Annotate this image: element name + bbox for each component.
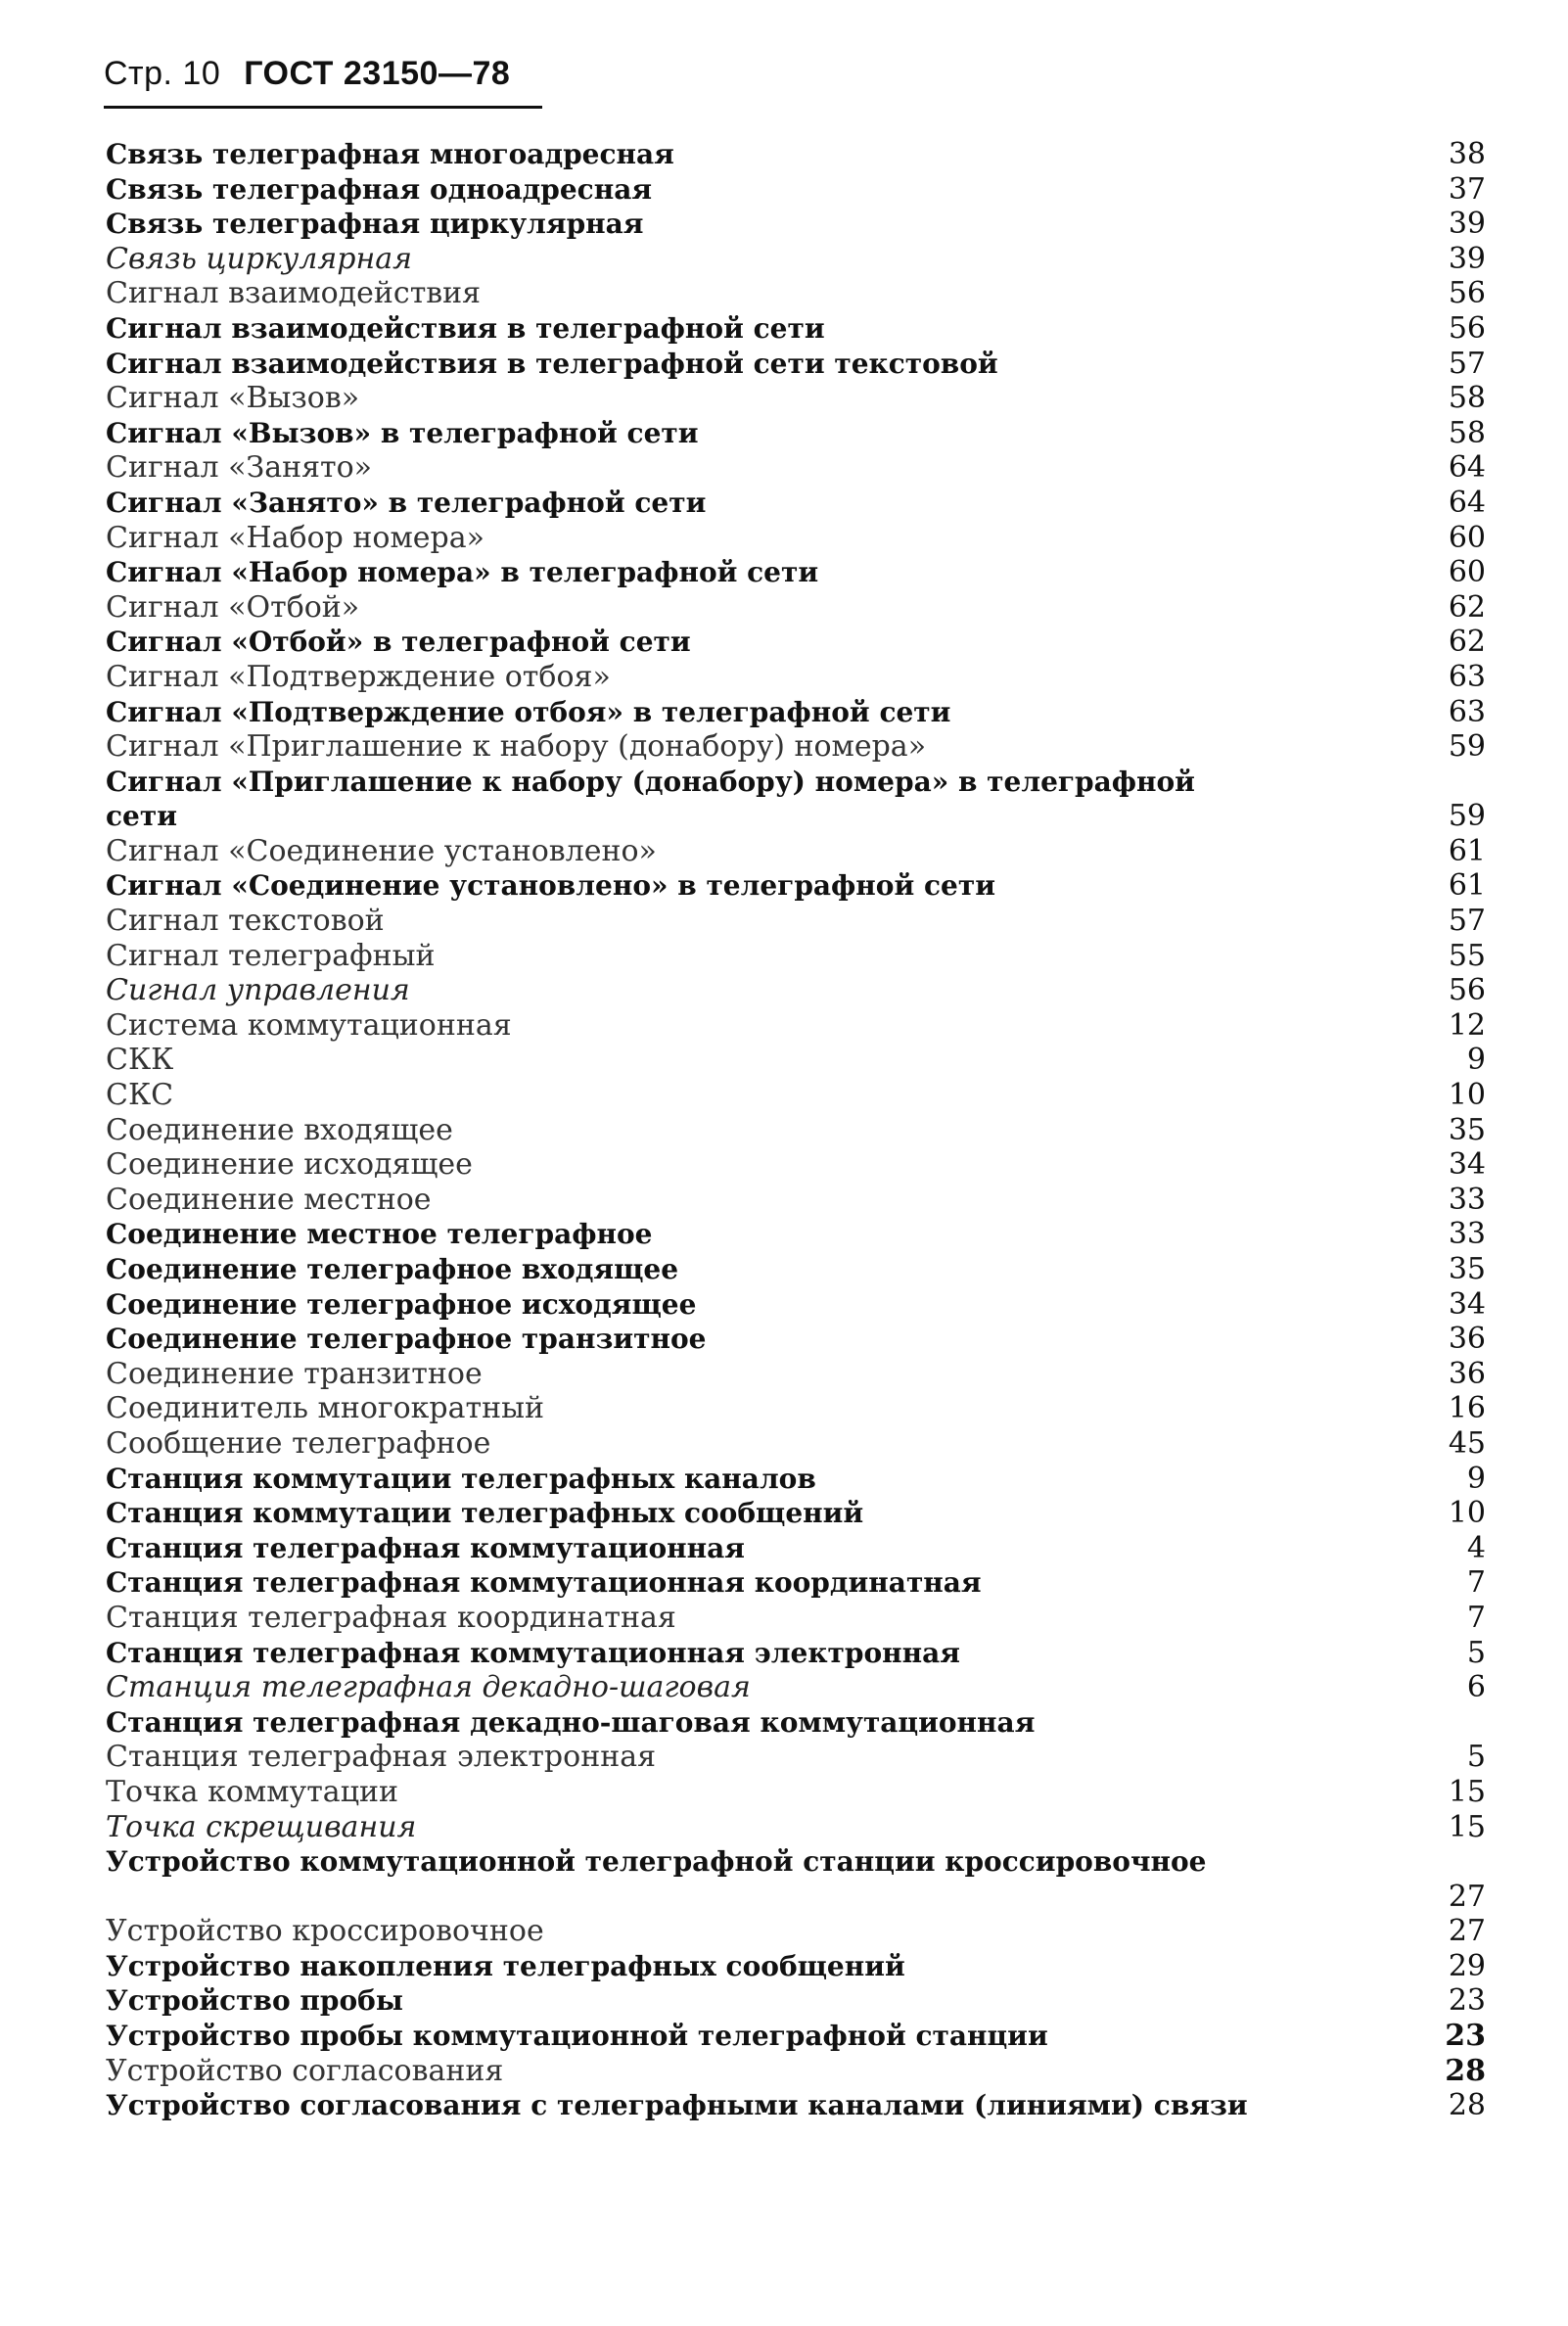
- index-term: Станция телеграфная электронная: [106, 1740, 657, 1775]
- index-page-ref: 34: [1448, 1147, 1486, 1183]
- index-page-ref: 5: [1466, 1635, 1486, 1670]
- index-page-ref: 28: [1448, 2088, 1486, 2123]
- index-entry: [106, 1078, 1486, 1113]
- index-page-ref: 5: [1466, 1740, 1486, 1775]
- index-term: Сигнал телеграфный: [106, 938, 436, 973]
- index-list: [106, 137, 1486, 2123]
- index-entry: [106, 625, 1486, 660]
- index-page-ref: 62: [1448, 589, 1486, 625]
- index-entry: [106, 1844, 1486, 1914]
- index-entry: [106, 1462, 1486, 1497]
- index-page-ref: 29: [1448, 1948, 1486, 1983]
- index-term: Соединение входящее: [106, 1112, 453, 1147]
- index-term: Сигнал «Приглашение к набору (донабору) номера» в телеграфной сети: [106, 765, 1195, 833]
- index-term: Сигнал «Набор номера»: [106, 520, 484, 555]
- index-entry: [106, 381, 1486, 416]
- index-term: Соединение телеграфное входящее: [106, 1253, 679, 1285]
- index-entry: [106, 416, 1486, 451]
- index-page-ref: 33: [1448, 1182, 1486, 1217]
- index-term: Связь телеграфная одноадресная: [106, 172, 653, 206]
- index-entry: [106, 868, 1486, 904]
- page-header: [104, 55, 510, 93]
- index-term: Сигнал «Вызов»: [106, 381, 360, 416]
- index-term: Сигнал текстовой: [106, 904, 385, 939]
- index-page-ref: 39: [1448, 207, 1486, 242]
- index-term: Связь телеграфная циркулярная: [106, 208, 644, 241]
- page-number-label: Стр. 10: [104, 55, 221, 92]
- index-page-ref: 7: [1466, 1565, 1486, 1601]
- index-term: Сигнал «Занято»: [106, 450, 373, 486]
- index-entry: [106, 1810, 1486, 1845]
- index-term: Станция телеграфная коммутационная: [106, 1531, 745, 1564]
- index-term: Устройство согласования: [106, 2053, 504, 2088]
- index-entry: [106, 1391, 1486, 1426]
- index-page-ref: 16: [1448, 1391, 1486, 1426]
- index-entry: [106, 1008, 1486, 1044]
- index-page-ref: 36: [1448, 1322, 1486, 1357]
- index-entry: [106, 1217, 1486, 1252]
- index-page-ref: 56: [1448, 310, 1486, 346]
- index-page-ref: 61: [1448, 833, 1486, 868]
- index-term: Точка скрещивания: [106, 1809, 417, 1844]
- index-term: Станция телеграфная декадно-шаговая: [106, 1670, 751, 1705]
- index-entry: [106, 1775, 1486, 1810]
- index-page-ref: 55: [1448, 938, 1486, 973]
- index-entry: [106, 1043, 1486, 1078]
- index-term: Устройство кроссировочное: [106, 1914, 544, 1949]
- index-term: Сигнал «Вызов» в телеграфной сети: [106, 416, 699, 449]
- index-term: Сигнал взаимодействия: [106, 276, 482, 311]
- index-term: Сигнал «Набор номера» в телеграфной сети: [106, 556, 819, 589]
- index-term: Соединение местное: [106, 1182, 432, 1217]
- index-entry: [106, 1113, 1486, 1148]
- index-term: Соединение телеграфное транзитное: [106, 1323, 707, 1356]
- index-entry: [106, 242, 1486, 277]
- index-page-ref: 36: [1448, 1356, 1486, 1391]
- index-term: Сообщение телеграфное: [106, 1425, 491, 1461]
- index-term: Сигнал взаимодействия в телеграфной сети: [106, 311, 825, 345]
- index-entry: [106, 973, 1486, 1008]
- index-page-ref: 59: [1448, 729, 1486, 765]
- index-term: СКК: [106, 1043, 174, 1078]
- index-page-ref: 27: [1448, 1879, 1486, 1914]
- index-term: Устройство пробы: [106, 1984, 403, 2018]
- index-entry: [106, 486, 1486, 521]
- index-term: Соединение местное телеграфное: [106, 1218, 653, 1251]
- index-entry: [106, 1531, 1486, 1566]
- index-term: Станция телеграфная коммутационная координатная: [106, 1566, 982, 1600]
- index-term: Станция коммутации телеграфных каналов: [106, 1462, 816, 1495]
- index-term: Система коммутационная: [106, 1007, 512, 1043]
- index-term: Устройство накопления телеграфных сообщений: [106, 1949, 905, 1982]
- index-entry: [106, 207, 1486, 242]
- index-term: Соединитель многократный: [106, 1391, 544, 1426]
- index-page-ref: 45: [1448, 1425, 1486, 1461]
- index-page-ref: 56: [1448, 276, 1486, 311]
- index-term: Устройство коммутационной телеграфной станции кроссировочное: [106, 1845, 1207, 1879]
- header-rule: [104, 106, 542, 109]
- index-entry: [106, 1183, 1486, 1218]
- index-term: Сигнал «Подтверждение отбоя»: [106, 659, 611, 694]
- index-entry: [106, 2088, 1486, 2123]
- index-term: Станция коммутации телеграфных сообщений: [106, 1497, 864, 1530]
- index-page-ref: 4: [1466, 1530, 1486, 1565]
- index-entry: [106, 765, 1486, 834]
- index-entry: [106, 276, 1486, 311]
- index-term: Устройство пробы коммутационной телеграфной станции: [106, 2020, 1048, 2053]
- index-entry: [106, 137, 1486, 172]
- index-entry: [106, 660, 1486, 695]
- index-entry: [106, 1636, 1486, 1671]
- index-term: Устройство согласования с телеграфными каналами (линиями) связи: [106, 2089, 1248, 2122]
- index-page-ref: 10: [1448, 1078, 1486, 1113]
- index-entry: [106, 1705, 1486, 1741]
- index-page-ref: 7: [1466, 1600, 1486, 1635]
- index-page-ref: 60: [1448, 520, 1486, 555]
- index-page-ref: 9: [1466, 1043, 1486, 1078]
- index-term: Соединение транзитное: [106, 1356, 483, 1391]
- index-term: СКС: [106, 1078, 174, 1113]
- index-page-ref: 56: [1448, 973, 1486, 1008]
- index-page-ref: 62: [1448, 625, 1486, 660]
- index-page-ref: 37: [1448, 171, 1486, 207]
- index-page-ref: 35: [1448, 1252, 1486, 1286]
- index-entry: [106, 1322, 1486, 1357]
- index-page-ref: 58: [1448, 381, 1486, 416]
- index-term: Точка коммутации: [106, 1774, 398, 1809]
- standard-designation: ГОСТ 23150—78: [244, 55, 511, 92]
- index-page-ref: 10: [1448, 1496, 1486, 1531]
- index-page-ref: 9: [1466, 1461, 1486, 1496]
- index-term: Связь телеграфная многоадресная: [106, 138, 674, 170]
- index-entry: [106, 1147, 1486, 1183]
- index-term: Соединение телеграфное исходящее: [106, 1287, 697, 1321]
- index-entry: [106, 172, 1486, 208]
- index-page-ref: 34: [1448, 1286, 1486, 1322]
- index-page-ref: 33: [1448, 1217, 1486, 1252]
- index-entry: [106, 311, 1486, 347]
- index-entry: [106, 939, 1486, 974]
- index-term: Соединение исходящее: [106, 1147, 473, 1183]
- index-term: Сигнал «Приглашение к набору (донабору) номера»: [106, 729, 927, 765]
- index-page-ref: 57: [1448, 904, 1486, 939]
- index-term: Сигнал «Соединение установлено» в телеграфной сети: [106, 869, 995, 903]
- index-page-ref: 60: [1448, 555, 1486, 590]
- index-entry: [106, 1914, 1486, 1949]
- index-entry: [106, 1740, 1486, 1775]
- index-page-ref: 64: [1448, 450, 1486, 486]
- index-page-ref: 39: [1448, 241, 1486, 276]
- index-entry: [106, 729, 1486, 765]
- index-page-ref: 23: [1448, 1983, 1486, 2019]
- index-entry: [106, 1565, 1486, 1601]
- index-entry: [106, 1426, 1486, 1462]
- index-entry: [106, 521, 1486, 556]
- index-entry: [106, 695, 1486, 730]
- index-term: Сигнал «Соединение установлено»: [106, 833, 657, 868]
- index-entry: [106, 590, 1486, 626]
- index-term: Сигнал «Занято» в телеграфной сети: [106, 486, 707, 519]
- index-page-ref: 28: [1445, 2053, 1486, 2088]
- index-page-ref: 38: [1448, 137, 1486, 171]
- index-entry: [106, 1670, 1486, 1705]
- index-entry: [106, 1601, 1486, 1636]
- index-page-ref: 64: [1448, 485, 1486, 520]
- index-term: Сигнал управления: [106, 973, 410, 1008]
- index-term: Сигнал «Подтверждение отбоя» в телеграфной сети: [106, 695, 951, 728]
- index-page-ref: 6: [1466, 1670, 1486, 1705]
- index-term: Связь циркулярная: [106, 241, 412, 276]
- index-page-ref: 61: [1448, 868, 1486, 904]
- index-page-ref: 58: [1448, 415, 1486, 450]
- index-entry: [106, 2054, 1486, 2089]
- index-entry: [106, 1287, 1486, 1323]
- index-entry: [106, 450, 1486, 486]
- index-term: Сигнал взаимодействия в телеграфной сети текстовой: [106, 347, 998, 380]
- index-term: Станция телеграфная координатная: [106, 1600, 676, 1635]
- index-entry: [106, 1357, 1486, 1392]
- index-page-ref: 57: [1448, 346, 1486, 381]
- index-term: Станция телеграфная коммутационная электронная: [106, 1636, 960, 1669]
- index-page-ref: 12: [1448, 1007, 1486, 1043]
- index-term: Сигнал «Отбой» в телеграфной сети: [106, 626, 691, 659]
- index-term: Станция телеграфная декадно-шаговая коммутационная: [106, 1705, 1036, 1739]
- index-page-ref: 59: [1448, 799, 1486, 834]
- index-entry: [106, 1949, 1486, 1984]
- index-page-ref: 63: [1448, 659, 1486, 694]
- index-entry: [106, 347, 1486, 382]
- index-entry: [106, 2019, 1486, 2054]
- index-page-ref: 35: [1448, 1112, 1486, 1147]
- index-page-ref: 15: [1448, 1809, 1486, 1844]
- index-page-ref: 63: [1448, 694, 1486, 729]
- index-entry: [106, 834, 1486, 869]
- index-entry: [106, 555, 1486, 590]
- index-entry: [106, 1252, 1486, 1287]
- index-page-ref: 27: [1448, 1914, 1486, 1949]
- index-entry: [106, 1496, 1486, 1531]
- index-entry: [106, 1983, 1486, 2019]
- index-page-ref: 23: [1445, 2019, 1486, 2054]
- index-term: Сигнал «Отбой»: [106, 589, 360, 625]
- index-entry: [106, 904, 1486, 939]
- index-page-ref: 15: [1448, 1774, 1486, 1809]
